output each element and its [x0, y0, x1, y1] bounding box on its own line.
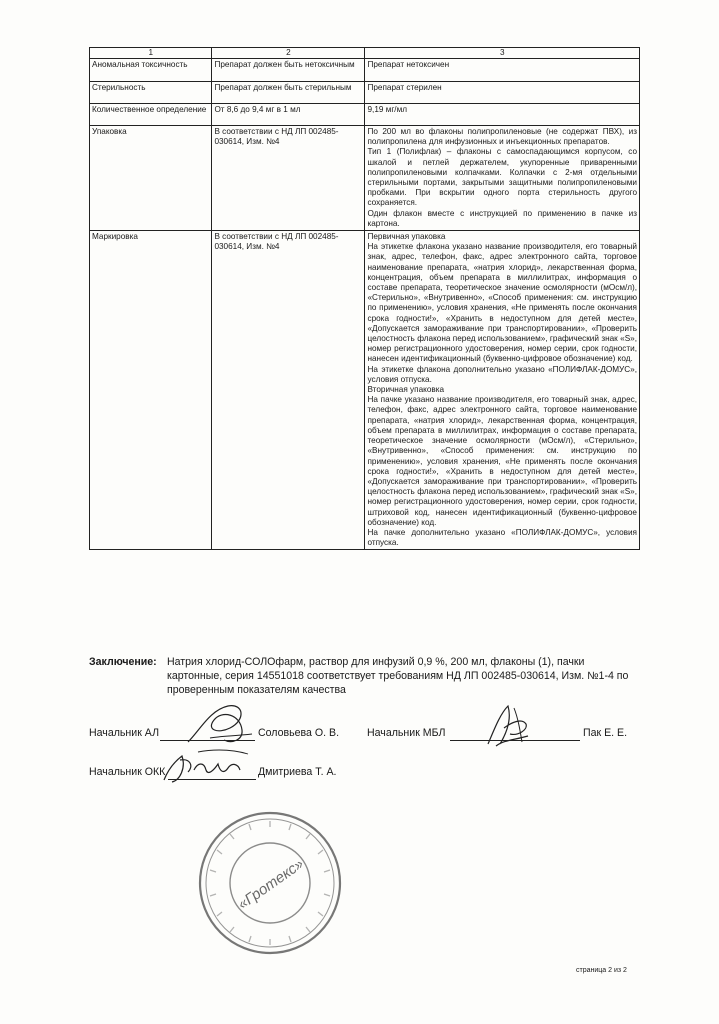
signature-title-mbl: Начальник МБЛ [367, 727, 446, 739]
signature-title-al: Начальник АЛ [89, 727, 160, 739]
row-result [365, 126, 640, 231]
signature-name-mbl: Пак Е. Е. [583, 727, 628, 739]
header-col-2: 2 [212, 48, 365, 59]
result-paragraph: На пачке указано название производителя, его товарный знак, адрес, телефон, факс, адрес электронного сайта, торговое наименование препарата, «натрия хлорид», лекарственная форма, концентрация, объем препарата в миллилитрах, информация о составе препарата, теоретическое значение осмолярности (мОсм/л), «Стерильно», «Внутривенно», «Способ применения: см. инструкцию по применению», условия хранения, «Не применять после окончания срока годности!», «Хранить в недоступном для детей месте», «Допускается замораживание при транспортировании», «Проверить целостность флакона перед использованием», графический знак «S», номер регистрационного удостоверения, номер серии, срок годности, штриховой код, нанесен идентификационный (буквенно-цифровое обозначение) код. [367, 395, 637, 527]
conclusion-block [89, 655, 629, 697]
signature-name-okk: Дмитриева Т. А. [258, 766, 337, 778]
row-result [365, 82, 640, 104]
page-number: страница 2 из 2 [576, 967, 627, 974]
result-paragraph: По 200 мл во флаконы полипропиленовые (не содержат ПВХ), из полипропилена для инфузионных и инъекционных препаратов. [367, 127, 637, 147]
result-subheading: Первичная упаковка [367, 232, 446, 242]
handwritten-signature-okk [158, 740, 258, 790]
signature-title-okk: Начальник ОКК [89, 766, 166, 778]
stamp-center-text: «Гротекс» [234, 855, 307, 914]
row-result [365, 59, 640, 82]
result-paragraph: Препарат нетоксичен [367, 60, 450, 69]
row-requirement: В соответствии с НД ЛП 002485-030614, Изм. №4 [212, 231, 365, 550]
spec-table [89, 47, 640, 550]
row-name: Маркировка [90, 231, 212, 550]
table-row [90, 231, 640, 550]
conclusion-text: Натрия хлорид-СОЛОфарм, раствор для инфузий 0,9 %, 200 мл, флаконы (1), пачки картонные, серия 14551018 соответствует требованиям НД ЛП 002485-030614, Изм. №1-4 по проверенным показателям качества [167, 656, 629, 696]
handwritten-signature-mbl [478, 700, 538, 752]
result-paragraph: На этикетке флакона указано название производителя, его товарный знак, адрес, телефон, факс, адрес электронного сайта, торговое наименование препарата, «натрия хлорид», лекарственная форма, концентрация, объем препарата в миллилитрах, информация о составе препарата, теоретическое значение осмолярности (мОсм/л), «Стерильно», «Внутривенно», «Способ применения: см. инструкцию по применению», условия хранения, «Не применять после окончания срока годности!», «Хранить в недоступном для детей месте», «Допускается замораживание при транспортировании», «Проверить целостность флакона перед использованием», графический знак «S», номер регистрационного удостоверения, номер серии, срок годности, нанесен идентификационный (буквенно-цифровое обозначение) код. [367, 242, 637, 364]
result-paragraph: На пачке дополнительно указано «ПОЛИФЛАК-ДОМУС», условия отпуска. [367, 527, 637, 548]
row-requirement: Препарат должен быть нетоксичным [212, 59, 365, 82]
result-paragraph: Тип 1 (Полифлак) – флаконы с самоспадающимся корпусом, со шкалой и петлей держателем, укупоренные приваренными полипропиленовыми колпачками. Колпачки с 2-мя отдельными стерильными портами, закрытыми защитными полипропиленовыми пробками. При вскрытии одного порта стерильность другого сохраняется. [367, 147, 637, 208]
header-col-1: 1 [90, 48, 212, 59]
row-name: Упаковка [90, 126, 212, 231]
row-requirement: Препарат должен быть стерильным [212, 82, 365, 104]
row-result [365, 104, 640, 126]
result-paragraph: На этикетке флакона дополнительно указано «ПОЛИФЛАК-ДОМУС», условия отпуска. [367, 364, 637, 384]
row-result [365, 231, 640, 550]
row-name: Стерильность [90, 82, 212, 104]
result-subheading: Вторичная упаковка [367, 385, 445, 395]
result-paragraph: Один флакон вместе с инструкцией по применению в пачке из картона. [367, 208, 637, 228]
table-row [90, 82, 640, 104]
row-requirement: В соответствии с НД ЛП 002485-030614, Изм. №4 [212, 126, 365, 231]
result-paragraph: 9,19 мг/мл [367, 105, 407, 114]
header-col-3: 3 [365, 48, 640, 59]
row-name: Аномальная токсичность [90, 59, 212, 82]
table-row [90, 59, 640, 82]
row-name: Количественное определение [90, 104, 212, 126]
table-row [90, 126, 640, 231]
signature-name-al: Соловьева О. В. [258, 727, 340, 739]
conclusion-label: Заключение: [89, 656, 157, 668]
organization-stamp [195, 808, 345, 958]
row-requirement: От 8,6 до 9,4 мг в 1 мл [212, 104, 365, 126]
table-row [90, 104, 640, 126]
result-paragraph: Препарат стерилен [367, 83, 442, 92]
table-header-row [90, 48, 640, 59]
